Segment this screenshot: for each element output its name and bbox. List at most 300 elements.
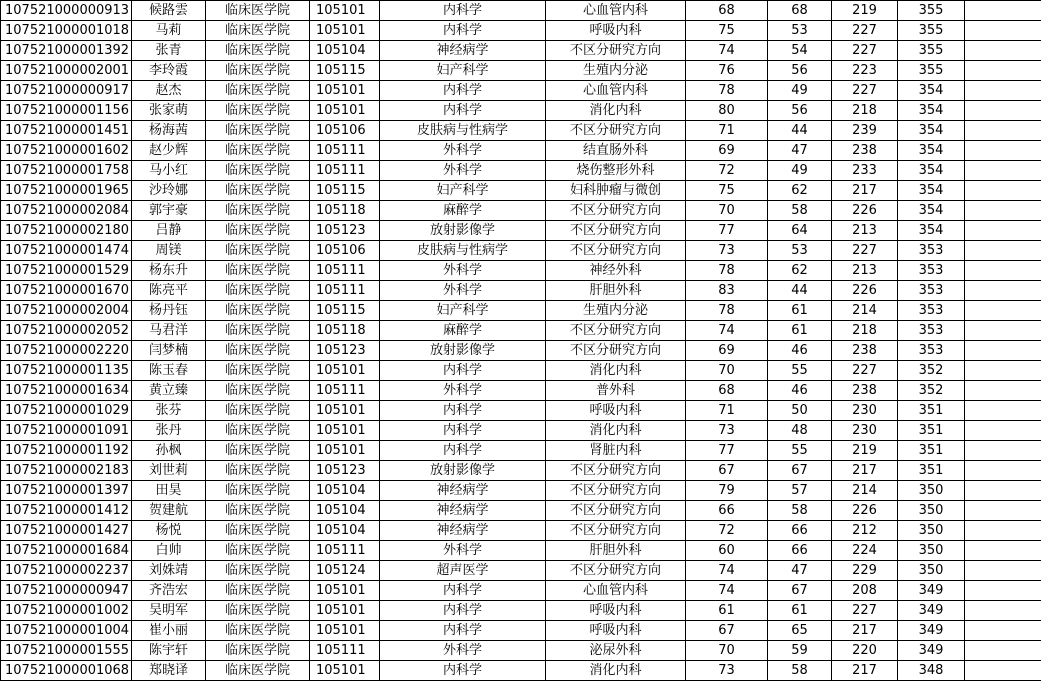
table-row (1, 201, 1041, 221)
candidate-id-cell: 107521000001555 (1, 641, 132, 661)
college-cell: 临床医学院 (206, 481, 310, 501)
research-direction-cell: 消化内科 (546, 361, 686, 381)
college-cell: 临床医学院 (206, 241, 310, 261)
candidate-id-cell: 107521000002183 (1, 461, 132, 481)
candidate-id-cell: 107521000001002 (1, 601, 132, 621)
candidate-id-cell: 107521000002237 (1, 561, 132, 581)
college-cell: 临床医学院 (206, 301, 310, 321)
politics-score-cell: 76 (686, 61, 768, 81)
english-score-cell: 53 (768, 21, 832, 41)
major-code-cell: 105101 (310, 21, 380, 41)
table-row (1, 261, 1041, 281)
politics-score-cell: 60 (686, 541, 768, 561)
professional-score-cell: 223 (832, 61, 898, 81)
research-direction-cell: 不区分研究方向 (546, 121, 686, 141)
politics-score-cell: 74 (686, 581, 768, 601)
name-cell: 贺建航 (132, 501, 206, 521)
english-score-cell: 56 (768, 61, 832, 81)
politics-score-cell: 73 (686, 421, 768, 441)
total-score-cell: 353 (898, 261, 965, 281)
blank-cell (965, 661, 1041, 681)
total-score-cell: 353 (898, 281, 965, 301)
blank-cell (965, 441, 1041, 461)
professional-score-cell: 227 (832, 41, 898, 61)
politics-score-cell: 67 (686, 461, 768, 481)
politics-score-cell: 61 (686, 601, 768, 621)
college-cell: 临床医学院 (206, 401, 310, 421)
major-name-cell: 内科学 (380, 21, 546, 41)
english-score-cell: 44 (768, 121, 832, 141)
name-cell: 吕静 (132, 221, 206, 241)
research-direction-cell: 不区分研究方向 (546, 241, 686, 261)
professional-score-cell: 226 (832, 501, 898, 521)
table-row (1, 301, 1041, 321)
professional-score-cell: 218 (832, 321, 898, 341)
candidate-id-cell: 107521000001091 (1, 421, 132, 441)
politics-score-cell: 70 (686, 361, 768, 381)
name-cell: 郑晓译 (132, 661, 206, 681)
major-code-cell: 105118 (310, 201, 380, 221)
research-direction-cell: 妇科肿瘤与微创 (546, 181, 686, 201)
research-direction-cell: 泌尿外科 (546, 641, 686, 661)
blank-cell (965, 601, 1041, 621)
politics-score-cell: 67 (686, 621, 768, 641)
professional-score-cell: 217 (832, 461, 898, 481)
english-score-cell: 46 (768, 341, 832, 361)
name-cell: 张丹 (132, 421, 206, 441)
research-direction-cell: 呼吸内科 (546, 21, 686, 41)
major-name-cell: 外科学 (380, 381, 546, 401)
major-code-cell: 105101 (310, 1, 380, 21)
major-name-cell: 神经病学 (380, 481, 546, 501)
major-code-cell: 105101 (310, 601, 380, 621)
table-row (1, 421, 1041, 441)
major-name-cell: 放射影像学 (380, 461, 546, 481)
total-score-cell: 351 (898, 461, 965, 481)
major-name-cell: 内科学 (380, 361, 546, 381)
candidate-id-cell: 107521000000913 (1, 1, 132, 21)
name-cell: 闫梦楠 (132, 341, 206, 361)
professional-score-cell: 227 (832, 21, 898, 41)
candidate-id-cell: 107521000001451 (1, 121, 132, 141)
major-code-cell: 105101 (310, 361, 380, 381)
blank-cell (965, 201, 1041, 221)
major-code-cell: 105111 (310, 281, 380, 301)
candidate-id-cell: 107521000001004 (1, 621, 132, 641)
politics-score-cell: 70 (686, 641, 768, 661)
name-cell: 马莉 (132, 21, 206, 41)
college-cell: 临床医学院 (206, 181, 310, 201)
college-cell: 临床医学院 (206, 541, 310, 561)
english-score-cell: 48 (768, 421, 832, 441)
table-row (1, 601, 1041, 621)
politics-score-cell: 72 (686, 521, 768, 541)
politics-score-cell: 79 (686, 481, 768, 501)
table-row (1, 521, 1041, 541)
major-code-cell: 105123 (310, 221, 380, 241)
politics-score-cell: 68 (686, 1, 768, 21)
college-cell: 临床医学院 (206, 601, 310, 621)
total-score-cell: 354 (898, 81, 965, 101)
english-score-cell: 65 (768, 621, 832, 641)
table-row (1, 401, 1041, 421)
english-score-cell: 44 (768, 281, 832, 301)
major-code-cell: 105101 (310, 101, 380, 121)
research-direction-cell: 呼吸内科 (546, 401, 686, 421)
name-cell: 沙玲娜 (132, 181, 206, 201)
blank-cell (965, 401, 1041, 421)
candidate-id-cell: 107521000000917 (1, 81, 132, 101)
college-cell: 临床医学院 (206, 141, 310, 161)
major-name-cell: 外科学 (380, 261, 546, 281)
total-score-cell: 354 (898, 141, 965, 161)
total-score-cell: 349 (898, 601, 965, 621)
name-cell: 田昊 (132, 481, 206, 501)
major-name-cell: 妇产科学 (380, 181, 546, 201)
college-cell: 临床医学院 (206, 121, 310, 141)
professional-score-cell: 217 (832, 621, 898, 641)
professional-score-cell: 208 (832, 581, 898, 601)
research-direction-cell: 不区分研究方向 (546, 41, 686, 61)
blank-cell (965, 641, 1041, 661)
major-name-cell: 神经病学 (380, 501, 546, 521)
candidate-id-cell: 107521000001670 (1, 281, 132, 301)
table-row (1, 121, 1041, 141)
politics-score-cell: 83 (686, 281, 768, 301)
name-cell: 赵少辉 (132, 141, 206, 161)
professional-score-cell: 220 (832, 641, 898, 661)
english-score-cell: 66 (768, 521, 832, 541)
professional-score-cell: 230 (832, 401, 898, 421)
candidate-id-cell: 107521000001392 (1, 41, 132, 61)
politics-score-cell: 73 (686, 661, 768, 681)
total-score-cell: 354 (898, 201, 965, 221)
major-code-cell: 105111 (310, 541, 380, 561)
name-cell: 杨东升 (132, 261, 206, 281)
major-code-cell: 105111 (310, 381, 380, 401)
research-direction-cell: 烧伤整形外科 (546, 161, 686, 181)
college-cell: 临床医学院 (206, 641, 310, 661)
major-name-cell: 外科学 (380, 161, 546, 181)
name-cell: 赵杰 (132, 81, 206, 101)
total-score-cell: 353 (898, 341, 965, 361)
table-row (1, 321, 1041, 341)
research-direction-cell: 心血管内科 (546, 581, 686, 601)
total-score-cell: 349 (898, 621, 965, 641)
major-name-cell: 神经病学 (380, 41, 546, 61)
english-score-cell: 55 (768, 361, 832, 381)
research-direction-cell: 心血管内科 (546, 81, 686, 101)
professional-score-cell: 224 (832, 541, 898, 561)
table-row (1, 461, 1041, 481)
candidate-id-cell: 107521000001529 (1, 261, 132, 281)
college-cell: 临床医学院 (206, 81, 310, 101)
name-cell: 齐浩宏 (132, 581, 206, 601)
college-cell: 临床医学院 (206, 621, 310, 641)
research-direction-cell: 不区分研究方向 (546, 221, 686, 241)
research-direction-cell: 肝胆外科 (546, 281, 686, 301)
politics-score-cell: 77 (686, 441, 768, 461)
blank-cell (965, 381, 1041, 401)
blank-cell (965, 261, 1041, 281)
name-cell: 李玲霞 (132, 61, 206, 81)
research-direction-cell: 消化内科 (546, 661, 686, 681)
college-cell: 临床医学院 (206, 561, 310, 581)
table-row (1, 41, 1041, 61)
politics-score-cell: 66 (686, 501, 768, 521)
college-cell: 临床医学院 (206, 281, 310, 301)
table-row (1, 161, 1041, 181)
major-code-cell: 105101 (310, 401, 380, 421)
candidate-id-cell: 107521000001634 (1, 381, 132, 401)
english-score-cell: 67 (768, 461, 832, 481)
name-cell: 马小红 (132, 161, 206, 181)
professional-score-cell: 227 (832, 241, 898, 261)
college-cell: 临床医学院 (206, 261, 310, 281)
english-score-cell: 55 (768, 441, 832, 461)
total-score-cell: 350 (898, 541, 965, 561)
major-name-cell: 内科学 (380, 661, 546, 681)
politics-score-cell: 78 (686, 81, 768, 101)
english-score-cell: 67 (768, 581, 832, 601)
major-code-cell: 105101 (310, 421, 380, 441)
total-score-cell: 352 (898, 381, 965, 401)
major-code-cell: 105106 (310, 241, 380, 261)
politics-score-cell: 70 (686, 201, 768, 221)
college-cell: 临床医学院 (206, 461, 310, 481)
blank-cell (965, 141, 1041, 161)
english-score-cell: 50 (768, 401, 832, 421)
college-cell: 临床医学院 (206, 361, 310, 381)
total-score-cell: 350 (898, 561, 965, 581)
major-code-cell: 105111 (310, 161, 380, 181)
research-direction-cell: 肾脏内科 (546, 441, 686, 461)
college-cell: 临床医学院 (206, 221, 310, 241)
major-code-cell: 105123 (310, 461, 380, 481)
major-name-cell: 皮肤病与性病学 (380, 241, 546, 261)
name-cell: 郭宇豪 (132, 201, 206, 221)
english-score-cell: 49 (768, 81, 832, 101)
professional-score-cell: 219 (832, 441, 898, 461)
english-score-cell: 68 (768, 1, 832, 21)
blank-cell (965, 361, 1041, 381)
total-score-cell: 351 (898, 421, 965, 441)
table-row (1, 441, 1041, 461)
professional-score-cell: 227 (832, 361, 898, 381)
major-name-cell: 外科学 (380, 541, 546, 561)
table-row (1, 141, 1041, 161)
politics-score-cell: 75 (686, 21, 768, 41)
professional-score-cell: 226 (832, 201, 898, 221)
table-body (1, 1, 1041, 681)
blank-cell (965, 561, 1041, 581)
name-cell: 马君洋 (132, 321, 206, 341)
table-row (1, 361, 1041, 381)
name-cell: 崔小丽 (132, 621, 206, 641)
major-code-cell: 105101 (310, 661, 380, 681)
major-code-cell: 105104 (310, 41, 380, 61)
name-cell: 周镁 (132, 241, 206, 261)
major-code-cell: 105111 (310, 641, 380, 661)
major-name-cell: 内科学 (380, 421, 546, 441)
research-direction-cell: 普外科 (546, 381, 686, 401)
total-score-cell: 353 (898, 241, 965, 261)
politics-score-cell: 73 (686, 241, 768, 261)
total-score-cell: 348 (898, 661, 965, 681)
major-name-cell: 内科学 (380, 81, 546, 101)
major-code-cell: 105104 (310, 501, 380, 521)
politics-score-cell: 77 (686, 221, 768, 241)
candidate-id-cell: 107521000001684 (1, 541, 132, 561)
college-cell: 临床医学院 (206, 21, 310, 41)
politics-score-cell: 74 (686, 561, 768, 581)
english-score-cell: 66 (768, 541, 832, 561)
total-score-cell: 354 (898, 161, 965, 181)
major-name-cell: 皮肤病与性病学 (380, 121, 546, 141)
college-cell: 临床医学院 (206, 521, 310, 541)
major-name-cell: 内科学 (380, 1, 546, 21)
major-name-cell: 内科学 (380, 581, 546, 601)
major-code-cell: 105118 (310, 321, 380, 341)
professional-score-cell: 239 (832, 121, 898, 141)
politics-score-cell: 72 (686, 161, 768, 181)
candidate-id-cell: 107521000002052 (1, 321, 132, 341)
blank-cell (965, 61, 1041, 81)
name-cell: 杨海茜 (132, 121, 206, 141)
politics-score-cell: 74 (686, 41, 768, 61)
blank-cell (965, 621, 1041, 641)
candidate-id-cell: 107521000001412 (1, 501, 132, 521)
total-score-cell: 350 (898, 521, 965, 541)
professional-score-cell: 227 (832, 81, 898, 101)
major-code-cell: 105115 (310, 181, 380, 201)
candidate-id-cell: 107521000001758 (1, 161, 132, 181)
major-name-cell: 放射影像学 (380, 341, 546, 361)
total-score-cell: 349 (898, 641, 965, 661)
major-code-cell: 105101 (310, 581, 380, 601)
name-cell: 白帅 (132, 541, 206, 561)
college-cell: 临床医学院 (206, 421, 310, 441)
professional-score-cell: 218 (832, 101, 898, 121)
college-cell: 临床医学院 (206, 381, 310, 401)
table-row (1, 501, 1041, 521)
table-row (1, 21, 1041, 41)
research-direction-cell: 不区分研究方向 (546, 461, 686, 481)
college-cell: 临床医学院 (206, 661, 310, 681)
blank-cell (965, 101, 1041, 121)
research-direction-cell: 神经外科 (546, 261, 686, 281)
candidate-id-cell: 107521000001474 (1, 241, 132, 261)
blank-cell (965, 81, 1041, 101)
research-direction-cell: 不区分研究方向 (546, 481, 686, 501)
politics-score-cell: 69 (686, 341, 768, 361)
total-score-cell: 353 (898, 321, 965, 341)
candidate-id-cell: 107521000001965 (1, 181, 132, 201)
major-code-cell: 105124 (310, 561, 380, 581)
total-score-cell: 351 (898, 441, 965, 461)
candidate-id-cell: 107521000001397 (1, 481, 132, 501)
professional-score-cell: 213 (832, 261, 898, 281)
politics-score-cell: 78 (686, 301, 768, 321)
college-cell: 临床医学院 (206, 321, 310, 341)
candidate-id-cell: 107521000002180 (1, 221, 132, 241)
english-score-cell: 47 (768, 141, 832, 161)
total-score-cell: 355 (898, 21, 965, 41)
politics-score-cell: 75 (686, 181, 768, 201)
professional-score-cell: 214 (832, 481, 898, 501)
blank-cell (965, 241, 1041, 261)
name-cell: 孙枫 (132, 441, 206, 461)
english-score-cell: 47 (768, 561, 832, 581)
name-cell: 黄立臻 (132, 381, 206, 401)
english-score-cell: 46 (768, 381, 832, 401)
english-score-cell: 57 (768, 481, 832, 501)
candidate-id-cell: 107521000001192 (1, 441, 132, 461)
major-code-cell: 105111 (310, 261, 380, 281)
blank-cell (965, 221, 1041, 241)
blank-cell (965, 461, 1041, 481)
professional-score-cell: 214 (832, 301, 898, 321)
major-code-cell: 105123 (310, 341, 380, 361)
professional-score-cell: 233 (832, 161, 898, 181)
table-row (1, 381, 1041, 401)
major-name-cell: 超声医学 (380, 561, 546, 581)
table-row (1, 561, 1041, 581)
research-direction-cell: 肝胆外科 (546, 541, 686, 561)
candidate-id-cell: 107521000001156 (1, 101, 132, 121)
major-name-cell: 内科学 (380, 441, 546, 461)
major-code-cell: 105111 (310, 141, 380, 161)
professional-score-cell: 238 (832, 381, 898, 401)
research-direction-cell: 呼吸内科 (546, 621, 686, 641)
english-score-cell: 58 (768, 201, 832, 221)
english-score-cell: 58 (768, 501, 832, 521)
total-score-cell: 354 (898, 221, 965, 241)
total-score-cell: 350 (898, 501, 965, 521)
professional-score-cell: 217 (832, 661, 898, 681)
table-row (1, 241, 1041, 261)
english-score-cell: 53 (768, 241, 832, 261)
blank-cell (965, 541, 1041, 561)
professional-score-cell: 227 (832, 601, 898, 621)
major-name-cell: 内科学 (380, 621, 546, 641)
blank-cell (965, 161, 1041, 181)
politics-score-cell: 71 (686, 121, 768, 141)
college-cell: 临床医学院 (206, 501, 310, 521)
research-direction-cell: 不区分研究方向 (546, 321, 686, 341)
candidate-id-cell: 107521000001602 (1, 141, 132, 161)
table-row (1, 101, 1041, 121)
total-score-cell: 353 (898, 301, 965, 321)
research-direction-cell: 不区分研究方向 (546, 341, 686, 361)
table-row (1, 481, 1041, 501)
candidate-id-cell: 107521000001068 (1, 661, 132, 681)
major-name-cell: 外科学 (380, 641, 546, 661)
major-name-cell: 内科学 (380, 401, 546, 421)
major-code-cell: 105101 (310, 81, 380, 101)
blank-cell (965, 521, 1041, 541)
major-code-cell: 105101 (310, 621, 380, 641)
table-row (1, 641, 1041, 661)
college-cell: 临床医学院 (206, 201, 310, 221)
professional-score-cell: 238 (832, 141, 898, 161)
professional-score-cell: 213 (832, 221, 898, 241)
total-score-cell: 352 (898, 361, 965, 381)
english-score-cell: 62 (768, 181, 832, 201)
research-direction-cell: 生殖内分泌 (546, 301, 686, 321)
blank-cell (965, 1, 1041, 21)
name-cell: 杨丹钰 (132, 301, 206, 321)
